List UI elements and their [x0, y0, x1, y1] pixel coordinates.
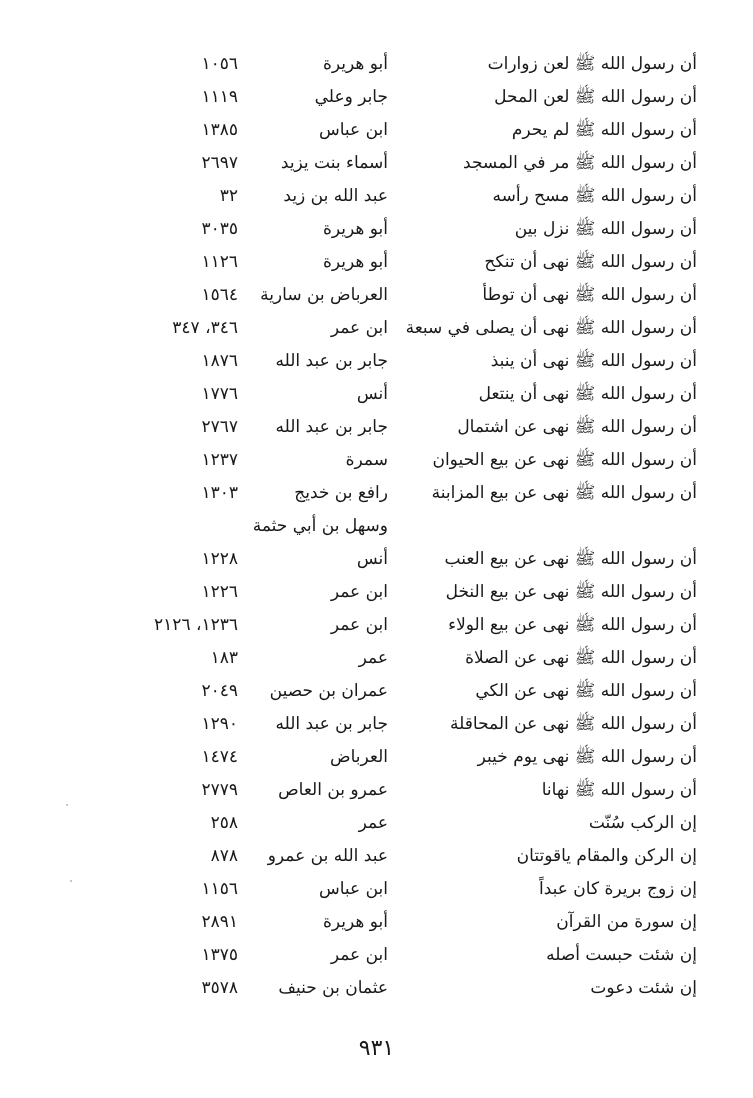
hadith-number: ٣٤٦، ٣٤٧	[172, 318, 238, 338]
hadith-opening-text: أن رسول الله ﷺ نهى عن بيع المزابنة	[431, 483, 697, 503]
narrator-name: جابر بن عبد الله	[275, 351, 388, 371]
hadith-number: ٢٧٦٧	[201, 417, 238, 437]
narrator-name: وسهل بن أبي حثمة	[252, 516, 388, 536]
hadith-number: ١٢٣٦، ٢١٢٦	[154, 615, 238, 635]
narrator-name: أبو هريرة	[322, 219, 388, 239]
narrator-name: ابن عمر	[330, 582, 388, 602]
hadith-number: ٢٧٧٩	[201, 780, 238, 800]
hadith-opening-text: إن زوج بريرة كان عبداً	[538, 879, 697, 899]
hadith-opening-text: أن رسول الله ﷺ نهى عن بيع الولاء	[448, 615, 697, 635]
narrator-name: أبو هريرة	[322, 912, 388, 932]
narrator-name: جابر بن عبد الله	[275, 714, 388, 734]
narrator-name: عمرو بن العاص	[278, 780, 388, 800]
index-row	[0, 741, 753, 774]
index-row	[0, 543, 753, 576]
index-row	[0, 147, 753, 180]
narrator-name: ابن عباس	[318, 120, 388, 140]
index-row	[0, 510, 753, 543]
narrator-name: رافع بن خديج	[294, 483, 388, 503]
hadith-opening-text: أن رسول الله ﷺ مسح رأسه	[492, 186, 697, 206]
narrator-name: العرباض بن سارية	[260, 285, 388, 305]
index-row	[0, 708, 753, 741]
index-row	[0, 81, 753, 114]
narrator-name: عبد الله بن زيد	[283, 186, 388, 206]
hadith-opening-text: أن رسول الله ﷺ لعن المحل	[494, 87, 697, 107]
hadith-number: ٣٠٣٥	[201, 219, 238, 239]
hadith-opening-text: إن سورة من القرآن	[556, 912, 697, 932]
index-row	[0, 906, 753, 939]
page-number: ٩٣١	[358, 1036, 395, 1061]
hadith-number: ١٠٥٦	[201, 54, 238, 74]
narrator-name: عثمان بن حنيف	[278, 978, 388, 998]
index-row	[0, 774, 753, 807]
index-row	[0, 873, 753, 906]
index-row	[0, 213, 753, 246]
hadith-number: ١٨٧٦	[201, 351, 238, 371]
hadith-opening-text: أن رسول الله ﷺ نهانا	[541, 780, 697, 800]
narrator-name: أبو هريرة	[322, 54, 388, 74]
hadith-opening-text: إن الركن والمقام ياقوتتان	[516, 846, 697, 866]
index-row	[0, 444, 753, 477]
index-row	[0, 675, 753, 708]
index-row	[0, 180, 753, 213]
index-row	[0, 576, 753, 609]
hadith-opening-text: أن رسول الله ﷺ نهى أن ينتعل	[478, 384, 697, 404]
hadith-number: ٢٦٩٧	[201, 153, 238, 173]
hadith-number: ١٣٠٣	[201, 483, 238, 503]
hadith-opening-text: أن رسول الله ﷺ نزل بين	[514, 219, 697, 239]
narrator-name: عمر	[358, 813, 388, 833]
index-row	[0, 972, 753, 1005]
hadith-number: ١٢٣٧	[201, 450, 238, 470]
hadith-number: ١١٥٦	[201, 879, 238, 899]
hadith-opening-text: أن رسول الله ﷺ نهى أن ينبذ	[490, 351, 697, 371]
hadith-number: ١١١٩	[201, 87, 238, 107]
index-row	[0, 939, 753, 972]
hadith-number: ٣٥٧٨	[201, 978, 238, 998]
narrator-name: ابن عباس	[318, 879, 388, 899]
index-row	[0, 246, 753, 279]
hadith-number: ٢٨٩١	[201, 912, 238, 932]
hadith-number: ١١٢٦	[201, 252, 238, 272]
hadith-number: ٨٧٨	[210, 846, 238, 866]
narrator-name: عمران بن حصين	[269, 681, 388, 701]
hadith-opening-text: إن شئت حبست أصله	[546, 945, 697, 965]
index-row	[0, 312, 753, 345]
hadith-opening-text: أن رسول الله ﷺ نهى أن تنكح	[484, 252, 697, 272]
index-row	[0, 807, 753, 840]
index-row	[0, 345, 753, 378]
narrator-name: عبد الله بن عمرو	[267, 846, 388, 866]
hadith-opening-text: أن رسول الله ﷺ نهى عن بيع الحيوان	[432, 450, 697, 470]
narrator-name: أنس	[356, 384, 388, 404]
hadith-opening-text: أن رسول الله ﷺ لعن زوارات	[487, 54, 697, 74]
hadith-opening-text: أن رسول الله ﷺ نهى عن بيع العنب	[444, 549, 697, 569]
narrator-name: ابن عمر	[330, 318, 388, 338]
index-row	[0, 279, 753, 312]
hadith-opening-text: أن رسول الله ﷺ نهى عن الصلاة	[465, 648, 697, 668]
index-row	[0, 48, 753, 81]
index-row	[0, 411, 753, 444]
hadith-opening-text: أن رسول الله ﷺ نهى أن يصلى في سبعة	[405, 318, 697, 338]
narrator-name: جابر بن عبد الله	[275, 417, 388, 437]
hadith-opening-text: أن رسول الله ﷺ مر في المسجد	[463, 153, 697, 173]
hadith-opening-text: أن رسول الله ﷺ نهى يوم خيبر	[477, 747, 697, 767]
hadith-number: ١٥٦٤	[201, 285, 238, 305]
index-row	[0, 114, 753, 147]
margin-speck	[66, 804, 68, 806]
hadith-number: ٢٠٤٩	[201, 681, 238, 701]
narrator-name: عمر	[358, 648, 388, 668]
hadith-index-list	[0, 48, 753, 1005]
hadith-number: ١٢٢٦	[201, 582, 238, 602]
narrator-name: أبو هريرة	[322, 252, 388, 272]
hadith-number: ١٤٧٤	[201, 747, 238, 767]
hadith-opening-text: إن الركب سُنّت	[588, 813, 697, 833]
narrator-name: أنس	[356, 549, 388, 569]
narrator-name: العرباض	[330, 747, 388, 767]
narrator-name: أسماء بنت يزيد	[280, 153, 388, 173]
index-row	[0, 642, 753, 675]
narrator-name: سمرة	[345, 450, 388, 470]
index-row	[0, 840, 753, 873]
margin-speck	[70, 880, 72, 882]
hadith-opening-text: أن رسول الله ﷺ نهى أن توطأ	[482, 285, 697, 305]
hadith-opening-text: أن رسول الله ﷺ نهى عن الكي	[475, 681, 697, 701]
index-row	[0, 609, 753, 642]
index-row	[0, 477, 753, 510]
narrator-name: جابر وعلي	[314, 87, 388, 107]
hadith-opening-text: أن رسول الله ﷺ لم يحرم	[511, 120, 697, 140]
hadith-opening-text: أن رسول الله ﷺ نهى عن بيع النخل	[445, 582, 697, 602]
hadith-opening-text: أن رسول الله ﷺ نهى عن اشتمال	[457, 417, 697, 437]
hadith-number: ٢٥٨	[210, 813, 238, 833]
hadith-number: ١٣٨٥	[201, 120, 238, 140]
hadith-number: ١٢٢٨	[201, 549, 238, 569]
hadith-number: ١٣٧٥	[201, 945, 238, 965]
narrator-name: ابن عمر	[330, 615, 388, 635]
hadith-number: ٣٢	[219, 186, 238, 206]
hadith-opening-text: أن رسول الله ﷺ نهى عن المحاقلة	[450, 714, 697, 734]
hadith-number: ١٧٧٦	[201, 384, 238, 404]
hadith-number: ١٨٣	[210, 648, 238, 668]
hadith-number: ١٢٩٠	[201, 714, 238, 734]
hadith-opening-text: إن شئت دعوت	[590, 978, 697, 998]
narrator-name: ابن عمر	[330, 945, 388, 965]
index-row	[0, 378, 753, 411]
